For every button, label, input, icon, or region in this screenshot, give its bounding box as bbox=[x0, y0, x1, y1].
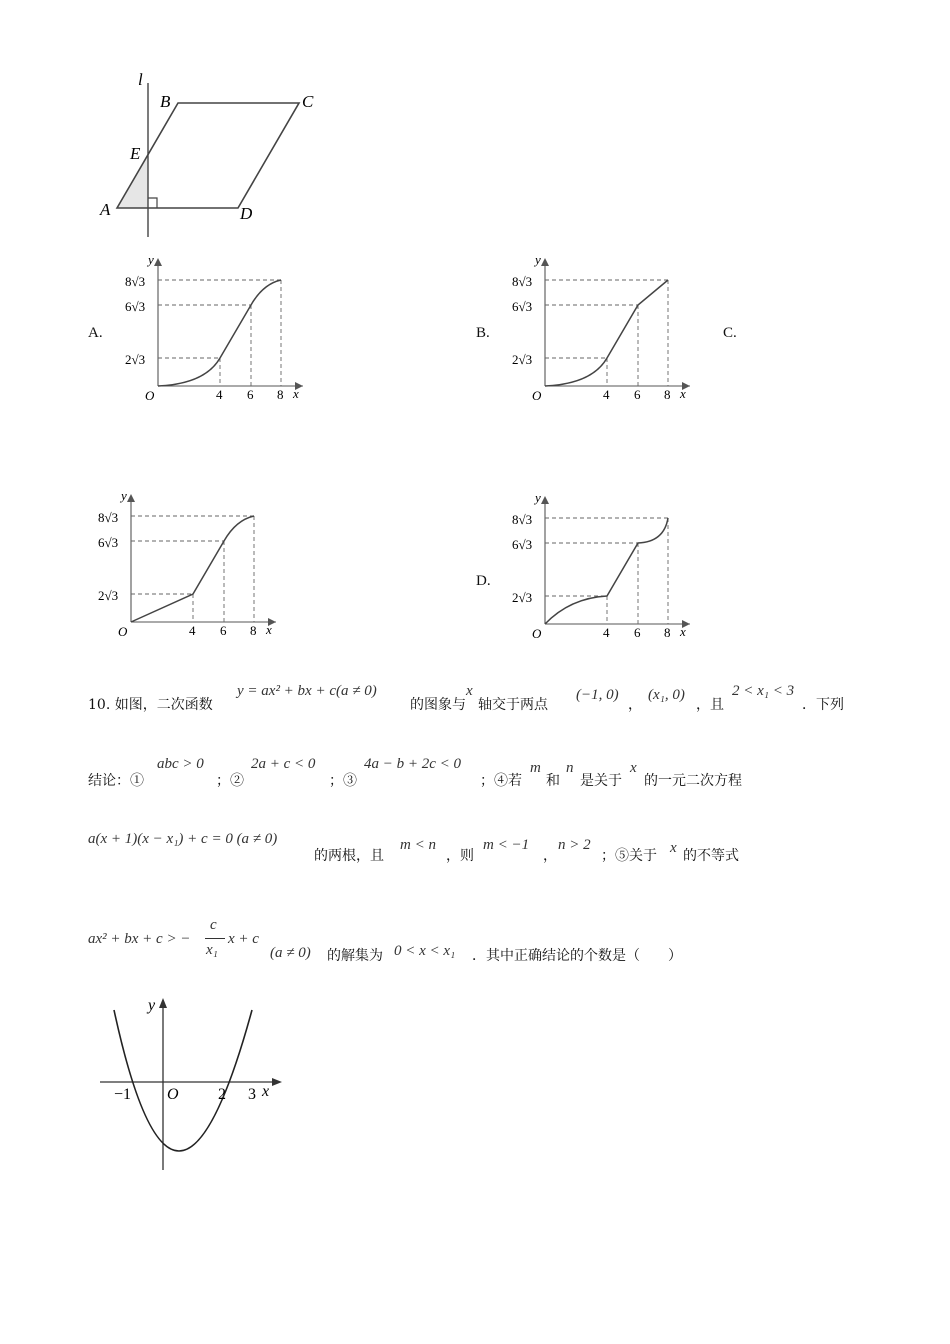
option-b-label: B. bbox=[476, 325, 490, 341]
q10-text: ；④若 bbox=[480, 773, 522, 789]
q10-text: ， bbox=[628, 697, 642, 713]
x-axis-label: x bbox=[262, 1083, 270, 1100]
graph-option-c bbox=[88, 488, 288, 643]
y-axis-arrow bbox=[541, 496, 549, 504]
y-axis-label: y bbox=[535, 252, 541, 267]
origin-label: O bbox=[145, 388, 155, 403]
y-tick: 2√3 bbox=[125, 352, 146, 367]
q10-text: ．下列 bbox=[802, 697, 844, 713]
y-axis-arrow bbox=[154, 258, 162, 266]
q10-formula: (a ≠ 0) bbox=[270, 945, 311, 961]
origin-label: O bbox=[532, 388, 542, 403]
point-e-label: E bbox=[130, 144, 141, 163]
q10-formula: x bbox=[670, 840, 677, 856]
x-axis-arrow bbox=[272, 1078, 282, 1086]
origin-label: O bbox=[118, 624, 128, 639]
fraction-denominator: x₁ bbox=[206, 942, 218, 958]
q10-text: 是关于 bbox=[580, 773, 622, 789]
q10-formula: 2a + c < 0 bbox=[251, 756, 316, 772]
q10-formula: m < −1 bbox=[483, 837, 530, 853]
q10-text: ．其中正确结论的个数是（ ） bbox=[472, 948, 682, 964]
q10-text: 10. 如图，二次函数 bbox=[88, 697, 213, 713]
guide-lines bbox=[158, 280, 281, 386]
x-axis-label: x bbox=[293, 386, 299, 401]
y-axis-arrow bbox=[541, 258, 549, 266]
y-axis-label: y bbox=[148, 252, 154, 267]
x-tick: 6 bbox=[634, 387, 641, 402]
x-tick: 6 bbox=[220, 623, 227, 638]
y-axis-label: y bbox=[121, 488, 127, 503]
q10-formula: abc > 0 bbox=[157, 756, 204, 772]
y-axis-label: y bbox=[148, 997, 156, 1014]
y-tick: 8√3 bbox=[512, 512, 533, 527]
x-label-3: 3 bbox=[248, 1086, 256, 1103]
x-tick: 8 bbox=[277, 387, 284, 402]
y-tick: 8√3 bbox=[98, 510, 119, 525]
y-tick: 6√3 bbox=[98, 535, 119, 550]
q10-text: ，且 bbox=[696, 697, 724, 713]
q10-formula: x bbox=[466, 683, 473, 699]
x-axis-label: x bbox=[680, 386, 686, 401]
y-axis-arrow bbox=[159, 998, 167, 1008]
fraction-bar bbox=[205, 938, 225, 939]
option-c-label: C. bbox=[723, 325, 737, 341]
q10-formula: 4a − b + 2c < 0 bbox=[364, 756, 462, 772]
option-a-label: A. bbox=[88, 325, 103, 341]
curve bbox=[545, 518, 668, 624]
y-tick: 8√3 bbox=[125, 274, 146, 289]
point-b-label: B bbox=[160, 92, 171, 111]
point-a-label: A bbox=[100, 200, 111, 219]
point-d-label: D bbox=[240, 204, 253, 223]
q10-formula: m < n bbox=[400, 837, 436, 853]
curve bbox=[131, 516, 254, 622]
q10-formula: ax² + bx + c > − bbox=[88, 931, 191, 947]
parabola-curve bbox=[114, 1010, 252, 1151]
y-tick: 6√3 bbox=[512, 299, 533, 314]
x-tick: 8 bbox=[250, 623, 257, 638]
q10-formula: (x₁, 0) bbox=[648, 687, 685, 703]
curve bbox=[158, 280, 281, 386]
y-axis-arrow bbox=[127, 494, 135, 502]
origin-label: O bbox=[167, 1086, 179, 1103]
q10-formula: x + c bbox=[228, 931, 259, 947]
q10-formula: 0 < x < x₁ bbox=[394, 943, 456, 959]
guide-lines bbox=[131, 516, 254, 622]
q10-text: 的两根，且 bbox=[314, 848, 384, 864]
q10-formula: (−1, 0) bbox=[576, 687, 619, 703]
y-tick: 8√3 bbox=[512, 274, 533, 289]
x-label-neg1: −1 bbox=[114, 1086, 132, 1103]
q10-text: ；③ bbox=[329, 773, 357, 789]
x-tick: 4 bbox=[603, 387, 610, 402]
q10-text: 的不等式 bbox=[683, 848, 739, 864]
q10-formula: 2 < x₁ < 3 bbox=[732, 683, 795, 699]
right-angle-mark bbox=[148, 198, 157, 208]
parabola-figure bbox=[90, 992, 290, 1177]
x-label-2: 2 bbox=[218, 1086, 226, 1103]
origin-label: O bbox=[532, 626, 542, 641]
y-axis-label: y bbox=[535, 490, 541, 505]
x-tick: 4 bbox=[216, 387, 223, 402]
q10-text: 轴交于两点 bbox=[478, 697, 548, 713]
x-tick: 4 bbox=[603, 625, 610, 640]
q10-text: ；⑤关于 bbox=[601, 848, 657, 864]
q10-text: 的解集为 bbox=[327, 948, 383, 964]
x-tick: 8 bbox=[664, 625, 671, 640]
y-tick: 2√3 bbox=[512, 590, 533, 605]
parallelogram-figure bbox=[90, 65, 330, 240]
fraction-numerator: c bbox=[210, 917, 217, 933]
q10-text: 结论：① bbox=[88, 773, 144, 789]
q10-text: 的图象与 bbox=[410, 697, 466, 713]
q10-formula: n > 2 bbox=[558, 837, 591, 853]
graph-option-d bbox=[502, 490, 702, 645]
q10-formula: m bbox=[530, 760, 541, 776]
x-tick: 6 bbox=[247, 387, 254, 402]
q10-text: 和 bbox=[546, 773, 560, 789]
x-axis-label: x bbox=[680, 624, 686, 639]
q10-text: 的一元二次方程 bbox=[644, 773, 742, 789]
point-c-label: C bbox=[302, 92, 314, 111]
x-tick: 8 bbox=[664, 387, 671, 402]
y-tick: 2√3 bbox=[98, 588, 119, 603]
q10-formula: a(x + 1)(x − x₁) + c = 0 (a ≠ 0) bbox=[88, 831, 278, 847]
y-tick: 2√3 bbox=[512, 352, 533, 367]
q10-formula: x bbox=[630, 760, 637, 776]
q10-text: ；② bbox=[216, 773, 244, 789]
x-axis-label: x bbox=[266, 622, 272, 637]
graph-option-b bbox=[502, 252, 702, 407]
x-tick: 6 bbox=[634, 625, 641, 640]
graph-option-a bbox=[115, 252, 315, 407]
q10-formula: y = ax² + bx + c(a ≠ 0) bbox=[237, 683, 377, 699]
q10-formula: n bbox=[566, 760, 574, 776]
q10-text: ， bbox=[543, 848, 557, 864]
y-tick: 6√3 bbox=[512, 537, 533, 552]
y-tick: 6√3 bbox=[125, 299, 146, 314]
x-tick: 4 bbox=[189, 623, 196, 638]
guide-lines bbox=[545, 518, 668, 624]
curve bbox=[545, 280, 668, 386]
line-l-label: l bbox=[138, 70, 143, 89]
option-d-label: D. bbox=[476, 573, 491, 589]
q10-text: ，则 bbox=[446, 848, 474, 864]
